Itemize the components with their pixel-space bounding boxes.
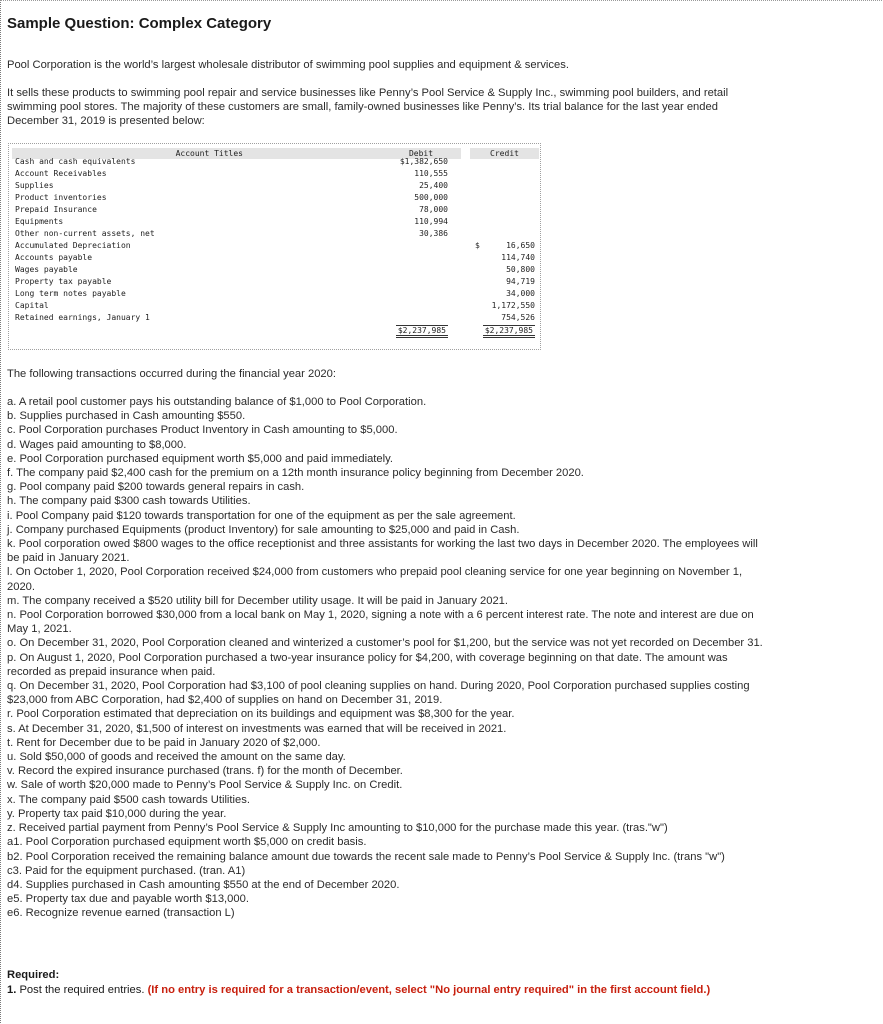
dollar-sign: $ bbox=[475, 241, 480, 250]
transaction-item: v. Record the expired insurance purchased (trans. f) for the month of December. bbox=[7, 765, 403, 778]
account-title: Prepaid Insurance bbox=[15, 205, 97, 214]
total-credit: $2,237,985 bbox=[464, 325, 535, 337]
transaction-item: b. Supplies purchased in Cash amounting $550. bbox=[7, 410, 246, 423]
transaction-item: o. On December 31, 2020, Pool Corporation cleaned and winterized a customer’s pool for $1,200, but the service was not yet recorded on December 31. bbox=[7, 637, 763, 650]
transaction-item: q. On December 31, 2020, Pool Corporation had $3,100 of pool cleaning supplies on hand. During 2020, Pool Corporation purchased supplies costing $23,000 from ABC Corporation, had $2,400 of supplies on hand on December 31, 2019. bbox=[7, 680, 750, 707]
debit-value: $1,382,650 bbox=[399, 157, 448, 166]
account-title: Long term notes payable bbox=[15, 289, 126, 298]
credit-header: Credit bbox=[470, 148, 539, 159]
account-title: Equipments bbox=[15, 217, 64, 226]
credit-value: 1,172,550 bbox=[491, 301, 535, 310]
transaction-item: h. The company paid $300 cash towards Utilities. bbox=[7, 495, 251, 508]
transaction-item: n. Pool Corporation borrowed $30,000 from a local bank on May 1, 2020, signing a note with a 6 percent interest rate. The note and interest are due on May 1, 2021. bbox=[7, 609, 754, 636]
required-note: (If no entry is required for a transaction/event, select "No journal entry required" in the first account field.) bbox=[147, 984, 711, 996]
transaction-item: l. On October 1, 2020, Pool Corporation received $24,000 from customers who prepaid pool cleaning service for one year beginning on November 1, 2020. bbox=[7, 566, 743, 593]
credit-value: 94,719 bbox=[506, 277, 535, 286]
debit-header: Debit bbox=[386, 148, 456, 159]
transaction-item: p. On August 1, 2020, Pool Corporation purchased a two-year insurance policy for $4,200, with coverage beginning on that date. The amount was recorded as prepaid insurance when paid. bbox=[7, 651, 728, 678]
transaction-item: j. Company purchased Equipments (product Inventory) for sale amounting to $25,000 and paid in Cash. bbox=[7, 523, 520, 536]
account-title: Accounts payable bbox=[15, 253, 93, 262]
credit-value: 754,526 bbox=[501, 313, 535, 322]
transaction-item: e. Pool Corporation purchased equipment worth $5,000 and paid immediately. bbox=[7, 452, 393, 465]
trial-balance-table bbox=[8, 143, 541, 350]
transaction-item: z. Received partial payment from Penny’s Pool Service & Supply Inc amounting to $10,000 for the purchase made this year. (tras."w") bbox=[7, 822, 668, 835]
required-number: 1. bbox=[7, 984, 17, 996]
transaction-item: a. A retail pool customer pays his outstanding balance of $1,000 to Pool Corporation. bbox=[7, 396, 427, 408]
account-title: Account Receivables bbox=[15, 169, 107, 178]
total-debit: $2,237,985 bbox=[379, 325, 448, 337]
debit-value: 25,400 bbox=[419, 181, 448, 190]
transaction-item: i. Pool Company paid $120 towards transportation for one of the equipment as per the sale agreement. bbox=[7, 509, 516, 522]
transaction-item: s. At December 31, 2020, $1,500 of interest on investments was earned that will be received in 2021. bbox=[7, 722, 507, 735]
transaction-item: e6. Recognize revenue earned (transaction L) bbox=[7, 907, 235, 920]
debit-value: 30,386 bbox=[419, 229, 448, 238]
debit-value: 500,000 bbox=[414, 193, 448, 202]
account-title: Property tax payable bbox=[15, 277, 112, 286]
required-instruction bbox=[7, 983, 747, 997]
account-title: Accumulated Depreciation bbox=[15, 241, 131, 250]
account-title: Capital bbox=[15, 301, 49, 310]
transaction-item: m. The company received a $520 utility bill for December utility usage. It will be paid in January 2021. bbox=[7, 594, 509, 607]
credit-value: 114,740 bbox=[501, 253, 535, 262]
account-title: Wages payable bbox=[15, 265, 78, 274]
description-paragraph: It sells these products to swimming pool repair and service businesses like Penny’s Pool Service & Supply Inc., swimming pool builders, and retail swimming pool stores. The majority of these customers are small, family-owned businesses like Penny’s. Its trial balance for the last year ended December 31, 2019 is presented below: bbox=[7, 87, 729, 127]
transaction-item: w. Sale of worth $20,000 made to Penny’s Pool Service & Supply Inc. on Credit. bbox=[7, 779, 403, 792]
transaction-item: k. Pool corporation owed $800 wages to the office receptionist and three assistants for working the last two days in December 2020. The employees will be paid in January 2021. bbox=[7, 538, 758, 565]
debit-value: 110,994 bbox=[414, 217, 448, 226]
transactions-list bbox=[7, 395, 767, 921]
question-title: Sample Question: Complex Category bbox=[7, 15, 272, 32]
debit-value: 110,555 bbox=[414, 169, 448, 178]
account-title: Cash and cash equivalents bbox=[15, 157, 136, 166]
transaction-item: d4. Supplies purchased in Cash amounting $550 at the end of December 2020. bbox=[7, 878, 400, 891]
transaction-item: u. Sold $50,000 of goods and received the amount on the same day. bbox=[7, 751, 346, 764]
transaction-item: f. The company paid $2,400 cash for the premium on a 12th month insurance policy beginning from December 2020. bbox=[7, 467, 584, 480]
credit-value: 34,000 bbox=[506, 289, 535, 298]
transaction-item: y. Property tax paid $10,000 during the year. bbox=[7, 807, 227, 820]
transaction-item: d. Wages paid amounting to $8,000. bbox=[7, 438, 187, 451]
account-title: Retained earnings, January 1 bbox=[15, 313, 150, 322]
account-title: Supplies bbox=[15, 181, 54, 190]
credit-value: 50,800 bbox=[506, 265, 535, 274]
transaction-item: r. Pool Corporation estimated that depreciation on its buildings and equipment was $8,300 for the year. bbox=[7, 708, 515, 721]
debit-value: 78,000 bbox=[419, 205, 448, 214]
account-titles-header: Account Titles bbox=[12, 148, 461, 159]
account-title: Product inventories bbox=[15, 193, 107, 202]
required-text: Post the required entries. bbox=[19, 984, 145, 996]
transaction-item: a1. Pool Corporation purchased equipment worth $5,000 on credit basis. bbox=[7, 836, 367, 849]
transaction-item: e5. Property tax due and payable worth $13,000. bbox=[7, 893, 249, 906]
required-heading: Required: bbox=[7, 969, 60, 981]
account-title: Other non-current assets, net bbox=[15, 229, 155, 238]
transaction-item: c. Pool Corporation purchases Product Inventory in Cash amounting to $5,000. bbox=[7, 424, 398, 437]
transactions-intro: The following transactions occurred during the financial year 2020: bbox=[7, 368, 336, 380]
transaction-item: x. The company paid $500 cash towards Utilities. bbox=[7, 793, 250, 806]
transaction-item: b2. Pool Corporation received the remaining balance amount due towards the recent sale made to Penny’s Pool Service & Supply Inc. (trans "w") bbox=[7, 850, 725, 863]
credit-value: 16,650 bbox=[506, 241, 535, 250]
transaction-item: g. Pool company paid $200 towards general repairs in cash. bbox=[7, 481, 305, 494]
transaction-item: c3. Paid for the equipment purchased. (tran. A1) bbox=[7, 864, 246, 877]
intro-paragraph: Pool Corporation is the world’s largest wholesale distributor of swimming pool supplies and equipment & services. bbox=[7, 59, 569, 71]
transaction-item: t. Rent for December due to be paid in January 2020 of $2,000. bbox=[7, 736, 321, 749]
